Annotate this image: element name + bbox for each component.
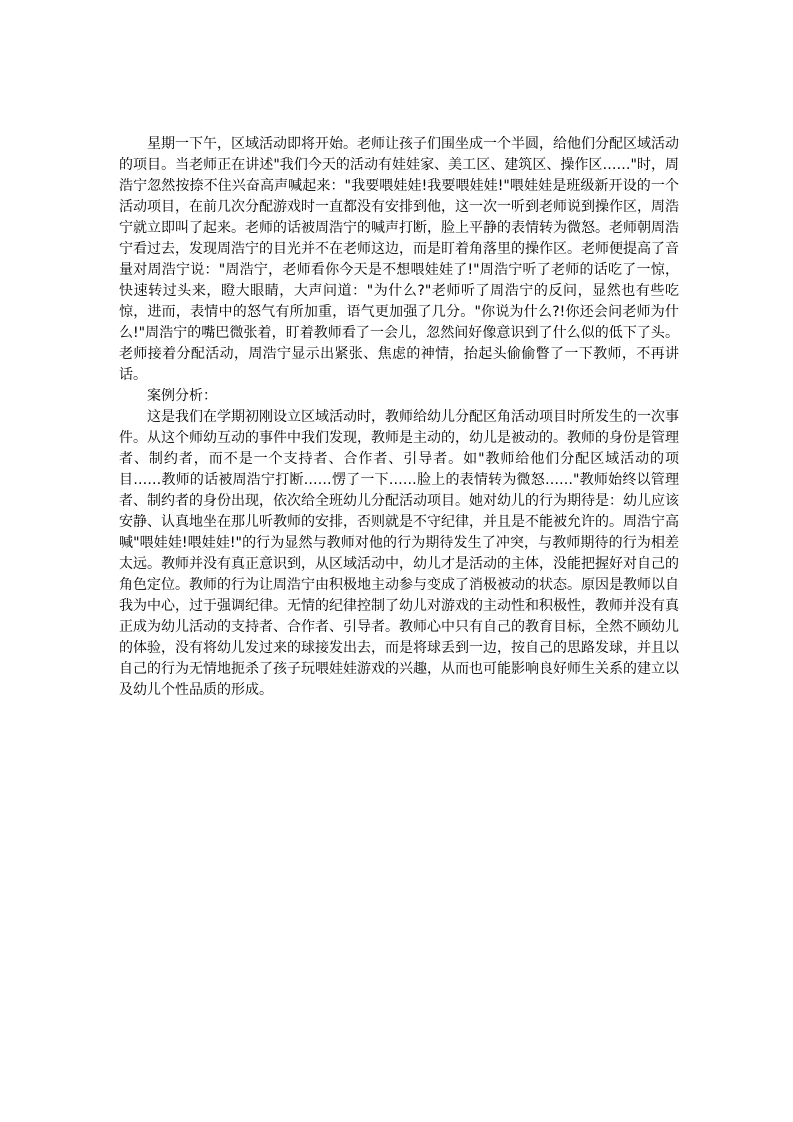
case-analysis-paragraph: 这是我们在学期初刚设立区域活动时，教师给幼儿分配区角活动项目时所发生的一次事件。从这个师幼互动的事件中我们发现，教师是主动的，幼儿是被动的。教师的身份是管理者、制约者，而不是一个支持者、合作者、引导者。如"教师给他们分配区域活动的项目……教师的话被周浩宁打断……愣了一下……脸上的表情转为微怒……"教师始终以管理者、制约者的身份出现，依次给全班幼儿分配活动项目。她对幼儿的行为期待是：幼儿应该安静、认真地坐在那儿听教师的安排，否则就是不守纪律，并且是不能被允许的。周浩宁高喊"喂娃娃!喂娃娃!"的行为显然与教师对他的行为期待发生了冲突，与教师期待的行为相差太远。教师并没有真正意识到，从区域活动中，幼儿才是活动的主体，没能把握好对自己的角色定位。教师的行为让周浩宁由积极地主动参与变成了消极被动的状态。原因是教师以自我为中心，过于强调纪律。无情的纪律控制了幼儿对游戏的主动性和积极性，教师并没有真正成为幼儿活动的支持者、合作者、引导者。教师心中只有自己的教育目标，全然不顾幼儿的体验，没有将幼儿发过来的球接发出去，而是将球丢到一边，按自己的思路发球，并且以自己的行为无情地扼杀了孩子玩喂娃娃游戏的兴趣，从而也可能影响良好师生关系的建立以及幼儿个性品质的形成。 (119, 409, 679, 698)
case-narrative-paragraph: 星期一下午，区域活动即将开始。老师让孩子们围坐成一个半圆，给他们分配区域活动的项目。当老师正在讲述"我们今天的活动有娃娃家、美工区、建筑区、操作区……"时，周浩宁忽然按捺不住兴奋高声喊起来："我要喂娃娃!我要喂娃娃!"喂娃娃是班级新开设的一个活动项目，在前几次分配游戏时一直都没有安排到他，这一次一听到老师说到操作区，周浩宁就立即叫了起来。老师的话被周浩宁的喊声打断，脸上平静的表情转为微怒。老师朝周浩宁看过去，发现周浩宁的目光并不在老师这边，而是盯着角落里的操作区。老师便提高了音量对周浩宁说："周浩宁，老师看你今天是不想喂娃娃了!"周浩宁听了老师的话吃了一惊，快速转过头来，瞪大眼睛，大声问道："为什么?"老师听了周浩宁的反问，显然也有些吃惊，进而，表情中的怒气有所加重，语气更加强了几分。"你说为什么?!你还会问老师为什么!"周浩宁的嘴巴微张着，盯着教师看了一会儿，忽然间好像意识到了什么似的低下了头。老师接着分配活动，周浩宁显示出紧张、焦虑的神情，抬起头偷偷瞥了一下教师，不再讲话。 (119, 136, 679, 383)
case-analysis-heading: 案例分析： (147, 388, 217, 404)
document-body (119, 134, 679, 701)
